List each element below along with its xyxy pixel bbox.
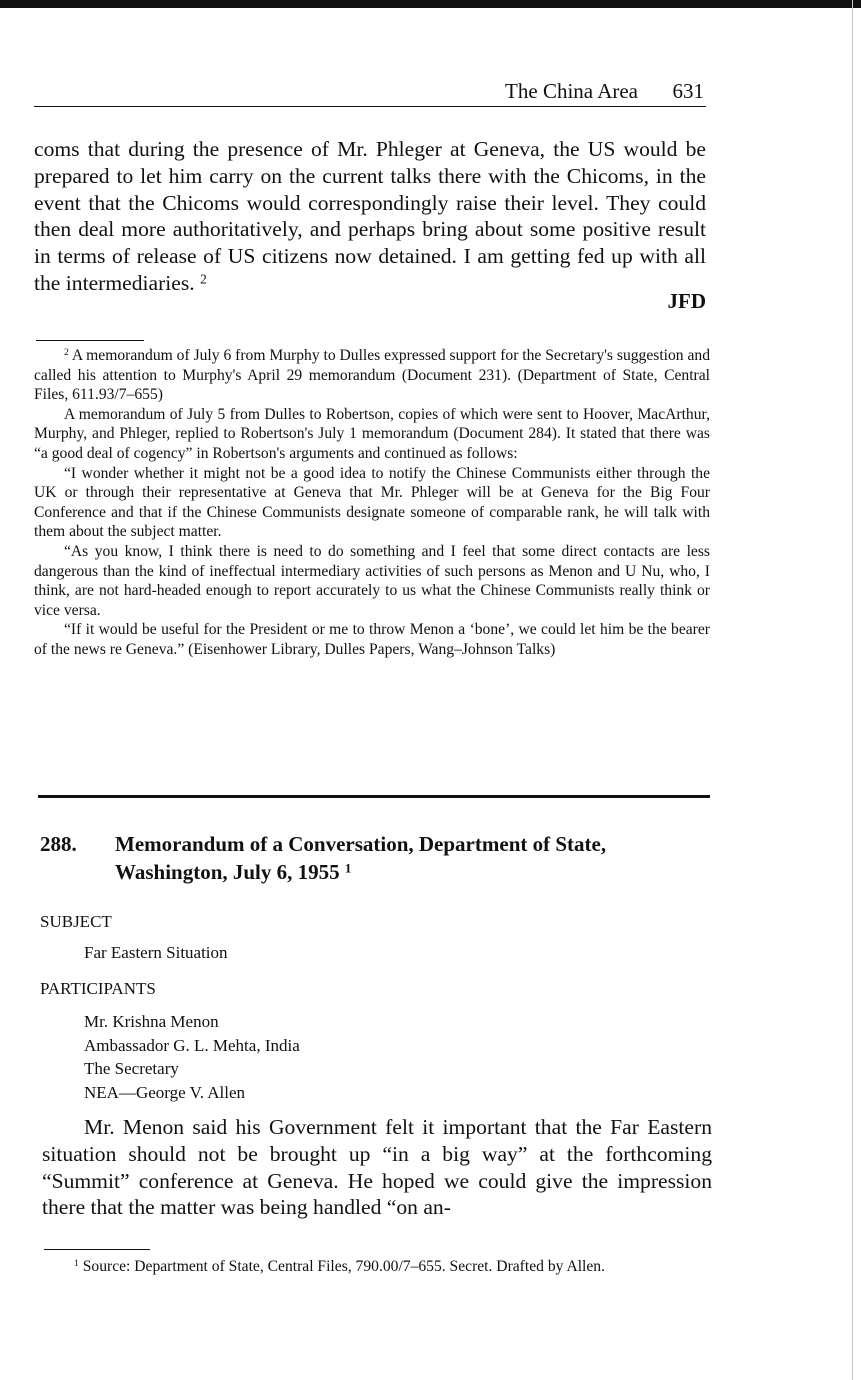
footnote-2-paragraph: $^2$ A memorandum of July 6 from Murphy to Dulles expressed support for the Secretary's suggestion and called his attention to Murphy's April 29 memorandum (Document 231). (Department of State, Central Files, 611.93/7–655) <box>34 347 711 404</box>
participant: Mr. Krishna Menon <box>84 1012 219 1031</box>
footnote-2-paragraph: A memorandum of July 5 from Dulles to Robertson, copies of which were sent to Hoover, MacArthur, Murphy, and Phleger, replied to Robertson's July 1 memorandum (Document 284). It stated that there was “a good deal of cogency” in Robertson's arguments and continued as follows: <box>34 405 710 462</box>
footnote-1-marker: 1 <box>74 1258 79 1270</box>
footnote-2-paragraph: “As you know, I think there is need to do something and I feel that some direct contacts are less dangerous than the kind of ineffectual intermediary activities of such persons as Menon and U Nu, who, I think, are not hard-headed enough to report accurately to us what the Chinese Communists really think or vice versa. <box>34 542 710 619</box>
footnote-2 <box>34 346 710 660</box>
page-number: 631 <box>672 79 704 103</box>
document-title: Memorandum of a Conversation, Department of State, Washington, July 6, 1955 <box>115 832 607 884</box>
page-top-border <box>0 0 861 8</box>
continuation-text: coms that during the presence of Mr. Phleger at Geneva, the US would be prepared to let him carry on the current talks there with the Chicoms, in the event that the Chicoms would correspondingly raise their level. They could then deal more authoritatively, and perhaps bring about some positive result in terms of release of US citizens now detained. I am getting fed up with all the intermediaries. <box>34 137 706 295</box>
footnote-ref-2: 2 <box>200 271 207 287</box>
footnote-ref-1: 1 <box>344 860 352 876</box>
subject-label: SUBJECT <box>40 912 112 931</box>
memorandum-paragraph: Mr. Menon said his Government felt it important that the Far Eastern situation should not be brought up “in a big way” at the forthcoming “Summit” conference at Geneva. He hoped we could give the impression there that the matter was being handled “on an- <box>42 1115 712 1220</box>
page-edge-line <box>852 0 853 1380</box>
footnote-2-marker: 2 <box>64 347 69 359</box>
running-header-title: The China Area <box>505 79 638 103</box>
document-heading <box>40 830 700 886</box>
participants-label: PARTICIPANTS <box>40 979 156 998</box>
participant: The Secretary <box>84 1059 179 1079</box>
footnote-rule <box>36 340 144 341</box>
footnote-1-text: Source: Department of State, Central Files, 790.00/7–655. Secret. Drafted by Allen. <box>82 1258 606 1275</box>
footnote-2-paragraph: “If it would be useful for the President or me to throw Menon a ‘bone’, we could let him be the bearer of the news re Geneva.” (Eisenhower Library, Dulles Papers, Wang–Johnson Talks) <box>34 621 710 658</box>
continuation-paragraph <box>34 136 706 297</box>
section-divider <box>38 795 710 798</box>
participant: Ambassador G. L. Mehta, India <box>84 1035 300 1055</box>
participants-list <box>84 1010 300 1104</box>
signature-initials: JFD <box>667 289 706 313</box>
footnote-1 <box>44 1257 714 1277</box>
participant: NEA—George V. Allen <box>84 1082 246 1102</box>
memorandum-body <box>42 1114 712 1221</box>
footnote-rule <box>44 1249 150 1250</box>
document-number: 288. <box>40 832 77 856</box>
running-header <box>34 76 706 107</box>
subject-value: Far Eastern Situation <box>84 943 228 962</box>
footnote-2-paragraph: “I wonder whether it might not be a good idea to notify the Chinese Communists either through the UK or through their representative at Geneva that Mr. Phleger will be at Geneva for the Big Four Conference and that if the Chinese Communists designate someone of comparable rank, he will talk with them about the subject matter. <box>34 464 710 541</box>
